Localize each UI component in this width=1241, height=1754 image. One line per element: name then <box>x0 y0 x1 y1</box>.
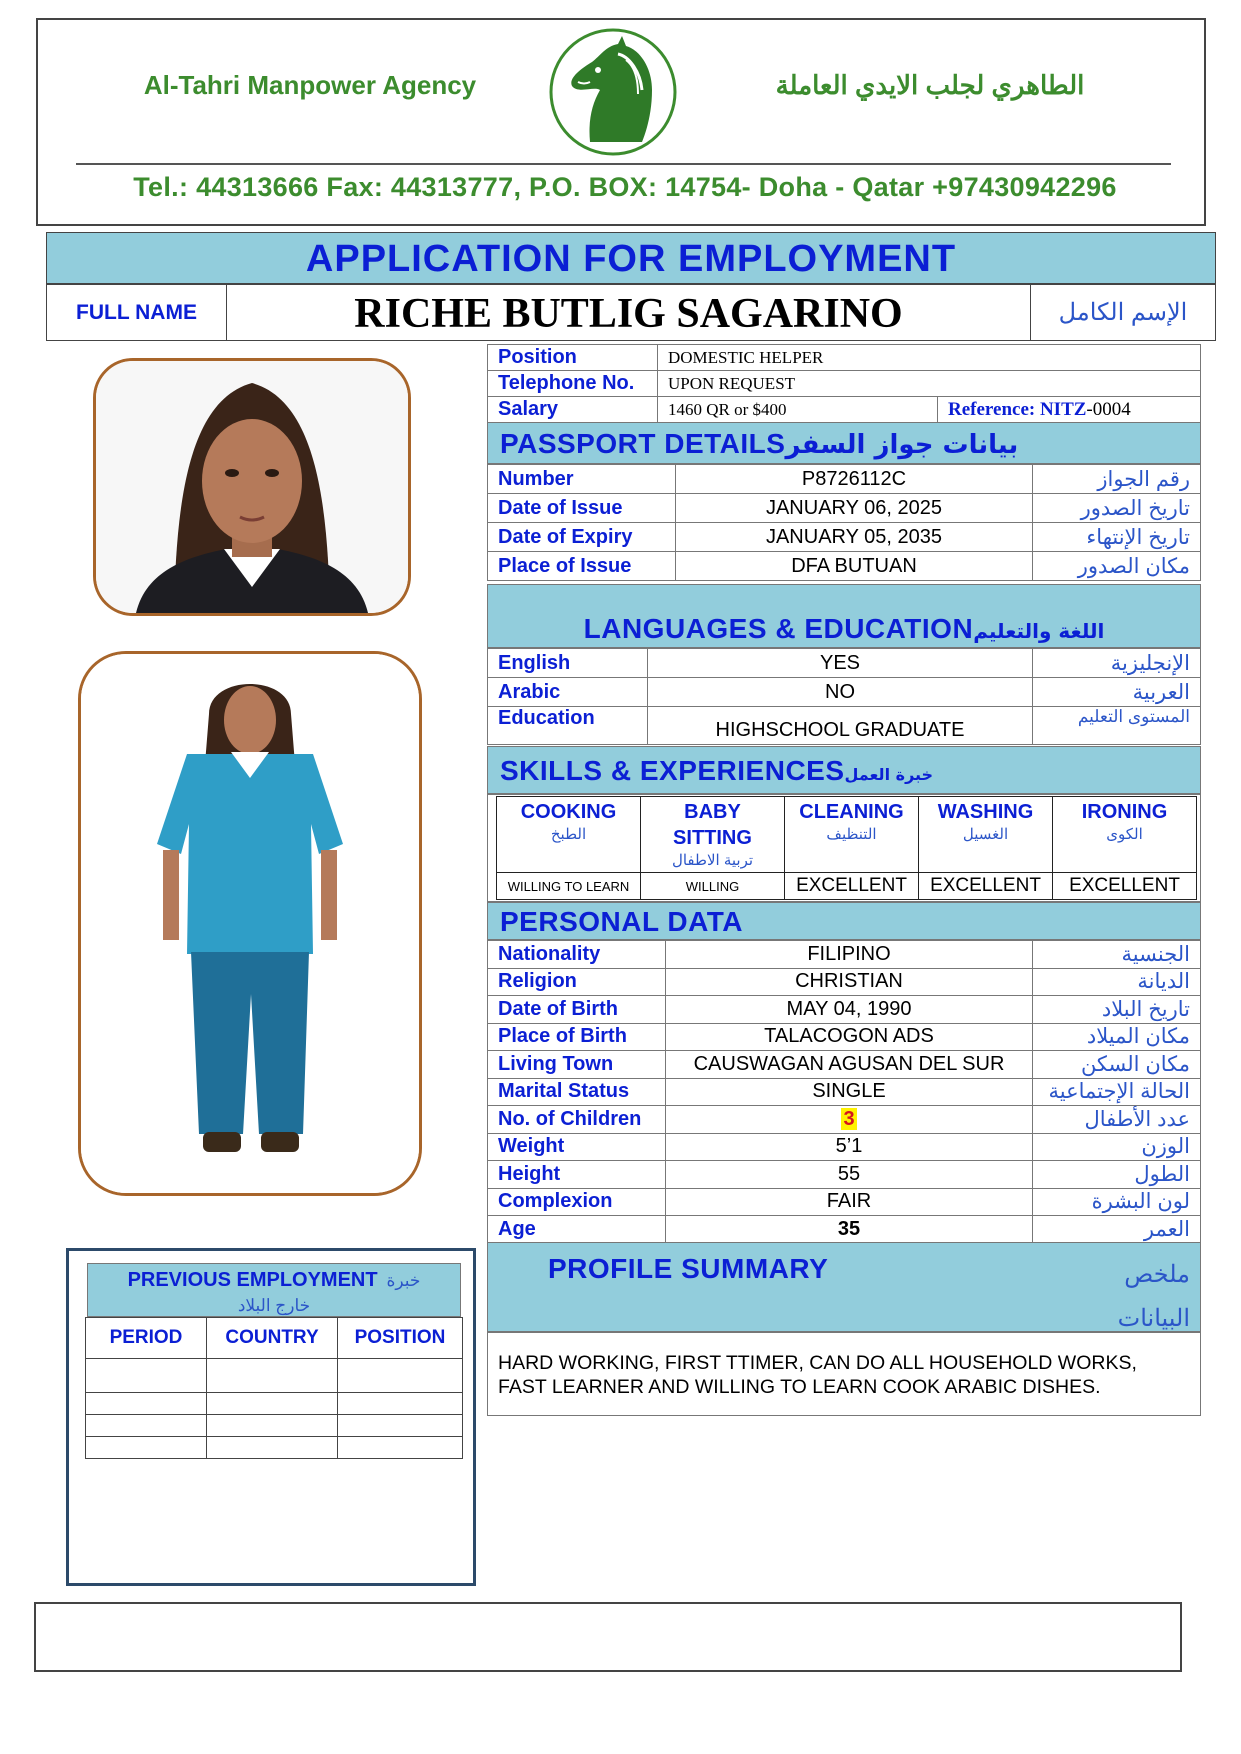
skills-title-ar: خبرة العمل <box>844 765 934 784</box>
table-row <box>488 1078 1201 1106</box>
passport-number-value: P8726112C <box>676 465 1033 494</box>
skill-baby-sitting <box>641 797 785 873</box>
table-row <box>488 1161 1201 1189</box>
age-label: Age <box>488 1216 666 1244</box>
previous-employment-heading <box>87 1263 461 1317</box>
complexion-label-ar: لون البشرة <box>1033 1188 1201 1216</box>
agency-contact: Tel.: 44313666 Fax: 44313777, P.O. BOX: 14754- Doha - Qatar +97430942296 <box>133 172 1117 202</box>
portrait-photo <box>93 358 411 616</box>
page-title: APPLICATION FOR EMPLOYMENT <box>46 232 1216 284</box>
agency-name-en: Al-Tahri Manpower Agency <box>143 70 477 100</box>
skill-name: BABY SITTING <box>673 801 752 849</box>
table-row <box>488 678 1201 707</box>
table-cell <box>207 1437 338 1459</box>
passport-title-ar: بيانات جواز السفر <box>785 430 1019 460</box>
passport-title: PASSPORT DETAILS <box>500 428 786 459</box>
languages-title-ar: اللغة والتعليم <box>973 619 1105 643</box>
issue-place-label-ar: مكان الصدور <box>1033 552 1201 581</box>
table-cell <box>86 1415 207 1437</box>
table-row <box>488 523 1201 552</box>
previous-employment-table <box>85 1317 463 1459</box>
position-row <box>488 345 1201 371</box>
passport-section-heading <box>487 422 1201 464</box>
birth-place-label: Place of Birth <box>488 1023 666 1051</box>
table-row <box>488 941 1201 969</box>
weight-label-ar: الوزن <box>1033 1133 1201 1161</box>
arabic-label-ar: العربية <box>1033 678 1201 707</box>
birth-date-label: Date of Birth <box>488 996 666 1024</box>
marital-status-value: SINGLE <box>666 1078 1033 1106</box>
issue-date-label-ar: تاريخ الصدور <box>1033 494 1201 523</box>
position-value: DOMESTIC HELPER <box>658 345 1201 371</box>
table-row <box>488 1051 1201 1079</box>
skill-name-ar: تربية الاطفال <box>671 852 754 869</box>
profile-title: PROFILE SUMMARY <box>548 1253 829 1284</box>
age-label-ar: العمر <box>1033 1216 1201 1244</box>
nationality-label-ar: الجنسية <box>1033 941 1201 969</box>
table-row <box>488 465 1201 494</box>
english-value: YES <box>648 649 1033 678</box>
languages-title: LANGUAGES & EDUCATION <box>583 613 974 644</box>
telephone-label: Telephone No. <box>488 371 658 397</box>
children-value: 3 <box>843 1107 855 1130</box>
table-row <box>488 996 1201 1024</box>
passport-table <box>487 464 1201 581</box>
expiry-date-label: Date of Expiry <box>488 523 676 552</box>
table-row <box>86 1437 463 1459</box>
telephone-row <box>488 371 1201 397</box>
living-town-value: CAUSWAGAN AGUSAN DEL SUR <box>666 1051 1033 1079</box>
religion-value: CHRISTIAN <box>666 968 1033 996</box>
skill-level: WILLING <box>641 873 785 900</box>
children-label: No. of Children <box>488 1106 666 1134</box>
table-row <box>488 1023 1201 1051</box>
table-row <box>488 649 1201 678</box>
reference-cell <box>938 397 1201 423</box>
skill-name-ar: الكوى <box>1106 826 1143 843</box>
table-row <box>488 968 1201 996</box>
table-row <box>488 1188 1201 1216</box>
complexion-value: FAIR <box>666 1188 1033 1216</box>
previous-employment-title-line <box>88 1268 460 1294</box>
reference-label: Reference: NITZ <box>948 398 1087 420</box>
issue-date-value: JANUARY 06, 2025 <box>676 494 1033 523</box>
issue-date-label: Date of Issue <box>488 494 676 523</box>
salary-value: 1460 QR or $400 <box>658 397 938 423</box>
table-cell <box>207 1359 338 1393</box>
table-row <box>86 1359 463 1393</box>
age-value: 35 <box>666 1216 1033 1244</box>
height-label-ar: الطول <box>1033 1161 1201 1189</box>
reference-value: -0004 <box>1086 398 1131 420</box>
complexion-label: Complexion <box>488 1188 666 1216</box>
expiry-date-value: JANUARY 05, 2035 <box>676 523 1033 552</box>
expiry-date-label-ar: تاريخ الإنتهاء <box>1033 523 1201 552</box>
english-label-ar: الإنجليزية <box>1033 649 1201 678</box>
education-value: HIGHSCHOOL GRADUATE <box>648 707 1033 745</box>
arabic-value: NO <box>648 678 1033 707</box>
birth-date-label-ar: تاريخ البلاد <box>1033 996 1201 1024</box>
skill-name: IRONING <box>1081 801 1168 823</box>
profile-section-heading <box>487 1242 1201 1332</box>
table-row <box>488 552 1201 581</box>
skills-title: SKILLS & EXPERIENCES <box>500 755 845 786</box>
full-body-photo <box>78 651 422 1196</box>
skill-names-row <box>497 797 1197 873</box>
period-column-header: PERIOD <box>86 1318 207 1359</box>
skill-level: EXCELLENT <box>785 873 919 900</box>
issue-place-label: Place of Issue <box>488 552 676 581</box>
previous-employment-title-ar-2: خارج البلاد <box>237 1296 311 1315</box>
skill-name: WASHING <box>937 801 1034 823</box>
previous-employment-title: PREVIOUS EMPLOYMENT <box>127 1269 378 1291</box>
religion-label-ar: الديانة <box>1033 968 1201 996</box>
country-column-header: COUNTRY <box>207 1318 338 1359</box>
personal-data-table <box>487 940 1201 1244</box>
job-info-table <box>487 344 1201 423</box>
languages-section-heading <box>487 584 1201 648</box>
living-town-label: Living Town <box>488 1051 666 1079</box>
table-cell <box>338 1359 463 1393</box>
table-cell <box>338 1437 463 1459</box>
languages-table <box>487 648 1201 745</box>
nationality-value: FILIPINO <box>666 941 1033 969</box>
table-row <box>86 1393 463 1415</box>
religion-label: Religion <box>488 968 666 996</box>
arabic-label: Arabic <box>488 678 648 707</box>
full-name-label: FULL NAME <box>47 285 227 340</box>
full-name-label-ar: الإسم الكامل <box>1058 299 1188 326</box>
position-label: Position <box>488 345 658 371</box>
issue-place-value: DFA BUTUAN <box>676 552 1033 581</box>
table-cell <box>86 1359 207 1393</box>
passport-number-label: Number <box>488 465 676 494</box>
skill-ironing <box>1053 797 1197 873</box>
height-label: Height <box>488 1161 666 1189</box>
education-label: Education <box>488 707 648 745</box>
passport-number-label-ar: رقم الجواز <box>1033 465 1201 494</box>
agency-name-ar: الطاهري لجلب الايدي العاملة <box>775 70 1085 100</box>
weight-value: 5’1 <box>666 1133 1033 1161</box>
table-cell <box>86 1437 207 1459</box>
children-label-ar: عدد الأطفال <box>1033 1106 1201 1134</box>
table-row <box>488 1106 1201 1134</box>
skill-cooking <box>497 797 641 873</box>
skill-name-ar: الغسيل <box>962 826 1009 843</box>
previous-employment-box <box>66 1248 476 1586</box>
profile-title-ar: ملخص البيانات <box>1117 1261 1190 1332</box>
skill-cleaning <box>785 797 919 873</box>
table-row <box>488 1133 1201 1161</box>
table-cell <box>338 1415 463 1437</box>
footer-box <box>34 1602 1182 1672</box>
previous-employment-title-ar-1: خبرة <box>386 1271 421 1290</box>
skills-table <box>487 794 1201 902</box>
table-cell <box>338 1393 463 1415</box>
personal-section-heading: PERSONAL DATA <box>487 902 1201 940</box>
skill-name-ar: التنظيف <box>826 826 877 843</box>
height-value: 55 <box>666 1161 1033 1189</box>
birth-place-value: TALACOGON ADS <box>666 1023 1033 1051</box>
skill-name: CLEANING <box>799 801 904 823</box>
table-cell <box>207 1415 338 1437</box>
telephone-value: UPON REQUEST <box>658 371 1201 397</box>
table-row <box>488 707 1201 745</box>
birth-place-label-ar: مكان الميلاد <box>1033 1023 1201 1051</box>
birth-date-value: MAY 04, 1990 <box>666 996 1033 1024</box>
skill-levels-row <box>497 873 1197 900</box>
marital-status-label-ar: الحالة الإجتماعية <box>1033 1078 1201 1106</box>
table-header-row <box>86 1318 463 1359</box>
full-name-row <box>46 284 1216 341</box>
skill-level: WILLING TO LEARN <box>497 873 641 900</box>
table-row <box>86 1415 463 1437</box>
skill-name: COOKING <box>520 801 617 823</box>
children-cell <box>666 1106 1033 1134</box>
header-divider <box>76 163 1171 165</box>
living-town-label-ar: مكان السكن <box>1033 1051 1201 1079</box>
skills-section-heading <box>487 746 1201 794</box>
horse-head-logo-icon <box>548 24 678 160</box>
skill-washing <box>919 797 1053 873</box>
nationality-label: Nationality <box>488 941 666 969</box>
skill-level: EXCELLENT <box>1053 873 1197 900</box>
table-row <box>488 494 1201 523</box>
profile-summary-text: HARD WORKING, FIRST TTIMER, CAN DO ALL HOUSEHOLD WORKS, FAST LEARNER AND WILLING TO LEARN COOK ARABIC DISHES. <box>487 1332 1201 1416</box>
table-row <box>488 1216 1201 1244</box>
skill-name-ar: الطبخ <box>550 826 587 843</box>
skill-level: EXCELLENT <box>919 873 1053 900</box>
full-name-value: RICHE BUTLIG SAGARINO <box>227 285 1031 340</box>
salary-label: Salary <box>488 397 658 423</box>
table-cell <box>207 1393 338 1415</box>
position-column-header: POSITION <box>338 1318 463 1359</box>
salary-row <box>488 397 1201 423</box>
weight-label: Weight <box>488 1133 666 1161</box>
table-cell <box>86 1393 207 1415</box>
education-label-ar: المستوى التعليم <box>1033 707 1201 745</box>
english-label: English <box>488 649 648 678</box>
marital-status-label: Marital Status <box>488 1078 666 1106</box>
